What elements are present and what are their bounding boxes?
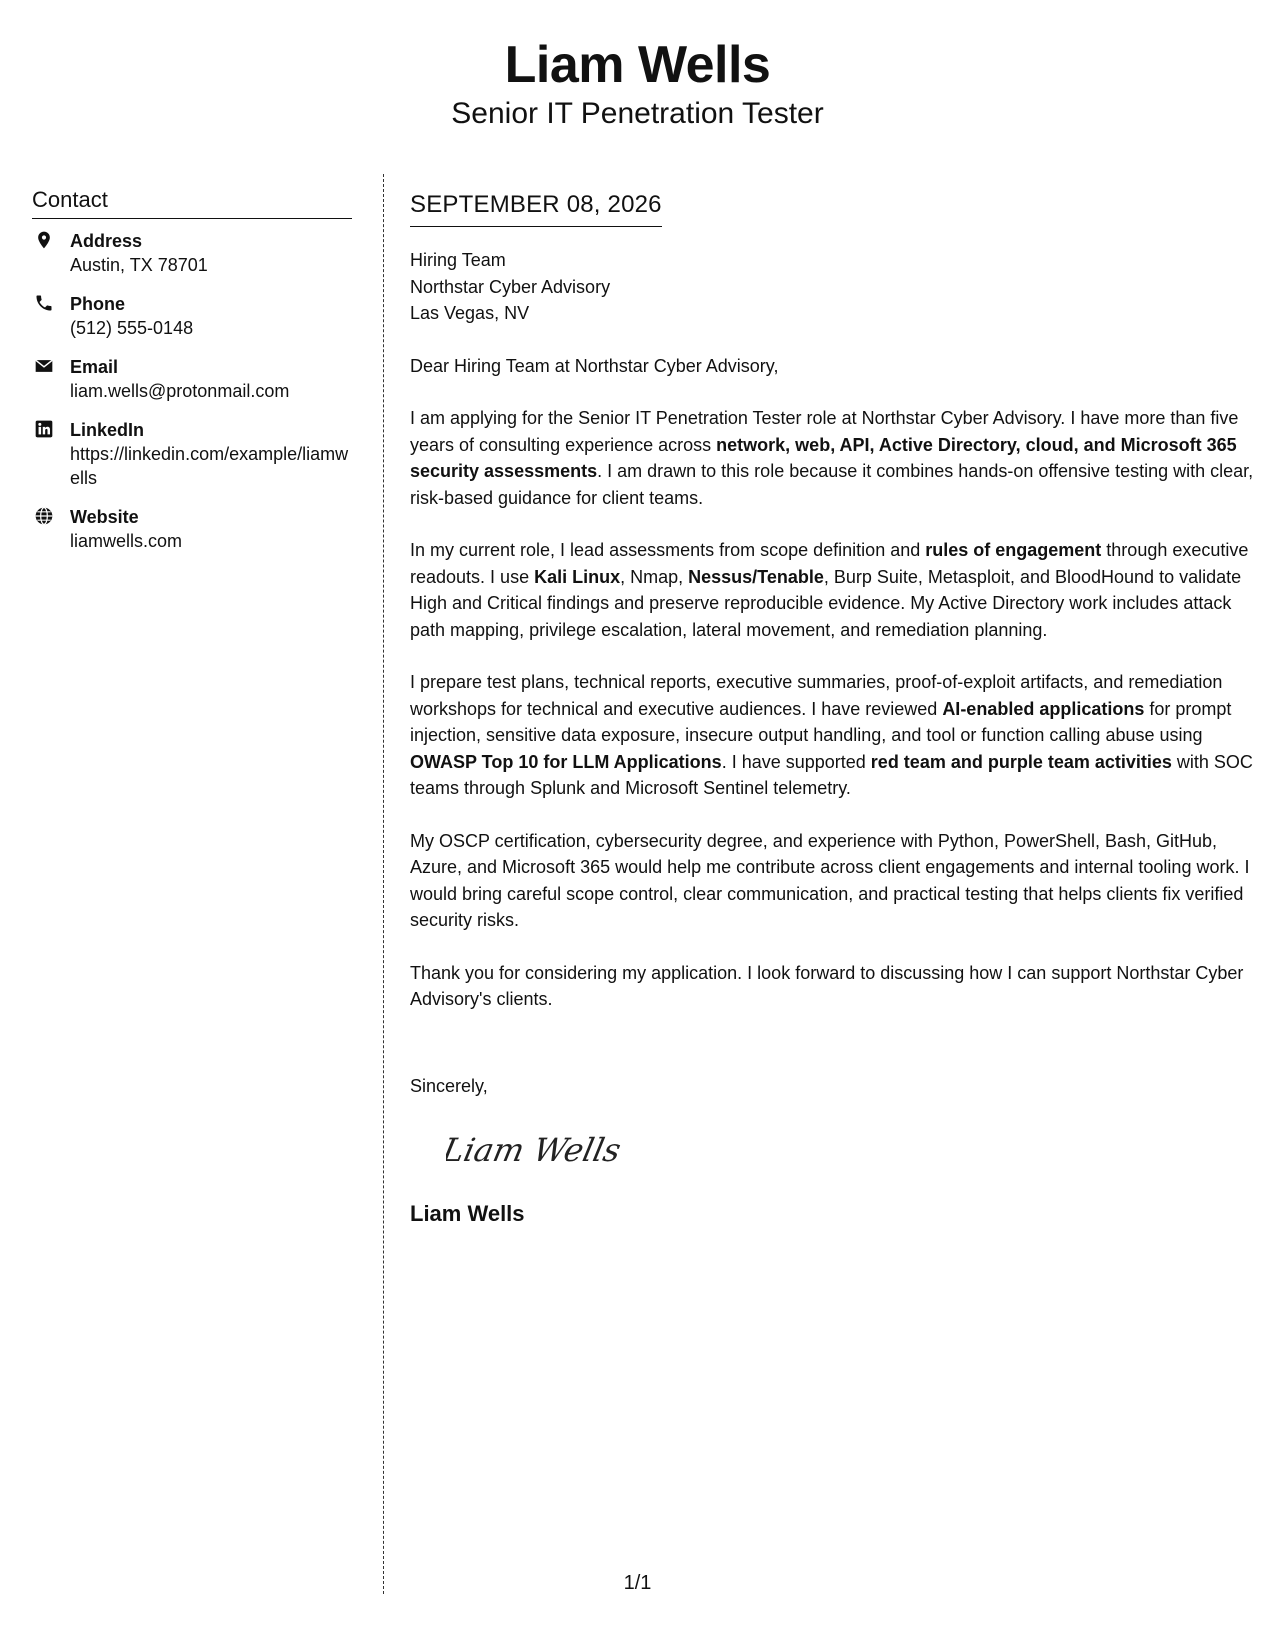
- envelope-icon: [34, 356, 56, 378]
- contact-label: Phone: [70, 294, 126, 314]
- emphasis-text: OWASP Top 10 for LLM Applications: [410, 751, 722, 772]
- applicant-title: Senior IT Penetration Tester: [451, 97, 824, 130]
- paragraph-text: , Nmap,: [620, 566, 689, 587]
- closing: Sincerely,: [410, 1075, 488, 1096]
- emphasis-text: network, web, API, Active Directory, cloud, and Microsoft 365 security assessments: [410, 434, 1237, 481]
- body-paragraph: [410, 960, 1255, 1013]
- paragraph-text: for prompt injection, sensitive data exposure, insecure output handling, and tool or function calling abuse using: [410, 698, 1232, 745]
- paragraph-text: Thank you for considering my application. I look forward to discussing how I can support Northstar Cyber Advisory's clients.: [410, 962, 1244, 1009]
- contact-heading: Contact: [32, 186, 352, 219]
- body-paragraph: [410, 537, 1255, 643]
- body-paragraph: [410, 669, 1255, 802]
- body-paragraph: [410, 828, 1255, 934]
- paragraph-text: My OSCP certification, cybersecurity degree, and experience with Python, PowerShell, Bash, GitHub, Azure, and Microsoft 365 would help me contribute across client engagements and internal tooling work. I would bring careful scope control, clear communication, and practical testing that helps clients fix verified security risks.: [410, 830, 1250, 930]
- emphasis-text: rules of engagement: [925, 540, 1102, 560]
- paragraph-text: I prepare test plans, technical reports, executive summaries, proof-of-exploit artifacts, and remediation workshops for technical and executive audiences. I have reviewed: [410, 672, 1223, 719]
- globe-icon: [34, 506, 56, 528]
- contact-item-email: [32, 355, 352, 403]
- emphasis-text: red team and purple team activities: [870, 751, 1172, 772]
- signer-name: Liam Wells: [410, 1200, 525, 1226]
- contact-item-website: [32, 505, 352, 553]
- paragraph-text: , Burp Suite, Metasploit, and BloodHound to validate High and Critical findings and preserve reproducible evidence. My Active Directory work includes attack path mapping, privilege escalation, lateral movement, and remediation planning.: [410, 566, 1242, 640]
- linkedin-icon: [34, 419, 56, 441]
- contact-label: Address: [70, 231, 143, 251]
- applicant-name: Liam Wells: [504, 36, 771, 94]
- contact-item-address: [32, 229, 352, 277]
- body-paragraph: [410, 405, 1255, 511]
- emphasis-text: Kali Linux: [534, 566, 621, 587]
- page-number: 1/1: [623, 1572, 652, 1594]
- contact-value[interactable]: liam.wells@protonmail.com: [70, 381, 290, 401]
- contact-label: LinkedIn: [70, 420, 145, 440]
- contact-value[interactable]: liamwells.com: [70, 531, 183, 551]
- contact-label: Website: [70, 507, 139, 527]
- signature: [446, 1127, 646, 1177]
- paragraph-text: . I am drawn to this role because it combines hands-on offensive testing with clear, risk-based guidance for client teams.: [410, 461, 1254, 508]
- contact-item-phone: [32, 292, 352, 340]
- letter-body: [410, 190, 1255, 1229]
- emphasis-text: AI-enabled applications: [942, 698, 1145, 719]
- paragraph-text: with SOC teams through Splunk and Microsoft Sentinel telemetry.: [410, 751, 1253, 798]
- contact-value: (512) 555-0148: [70, 318, 194, 338]
- paragraph-text: In my current role, I lead assessments from scope definition and: [410, 540, 926, 560]
- letter-header: [0, 34, 1275, 132]
- signature-text: Liam Wells: [446, 1131, 625, 1169]
- contact-value[interactable]: https://linkedin.com/example/liamwells: [70, 444, 349, 488]
- paragraph-text: through executive readouts. I use: [410, 540, 1249, 587]
- paragraph-text: I am applying for the Senior IT Penetration Tester role at Northstar Cyber Advisory. I have more than five years of consulting experience across: [410, 408, 1239, 455]
- contact-value: Austin, TX 78701: [70, 255, 208, 275]
- phone-icon: [34, 293, 56, 315]
- map-pin-icon: [34, 230, 56, 252]
- recipient-line: Northstar Cyber Advisory: [410, 276, 611, 297]
- contact-item-linkedin: [32, 418, 352, 490]
- salutation: Dear Hiring Team at Northstar Cyber Advisory,: [410, 355, 779, 376]
- contact-label: Email: [70, 357, 119, 377]
- paragraph-text: . I have supported: [721, 751, 871, 772]
- contact-list: [32, 229, 352, 553]
- recipient-line: Las Vegas, NV: [410, 303, 530, 323]
- recipient-block: [410, 247, 1255, 327]
- contact-sidebar: [32, 186, 352, 568]
- column-divider: [383, 174, 384, 1594]
- letter-date: SEPTEMBER 08, 2026: [410, 190, 662, 227]
- emphasis-text: Nessus/Tenable: [688, 566, 824, 587]
- recipient-line: Hiring Team: [410, 250, 506, 270]
